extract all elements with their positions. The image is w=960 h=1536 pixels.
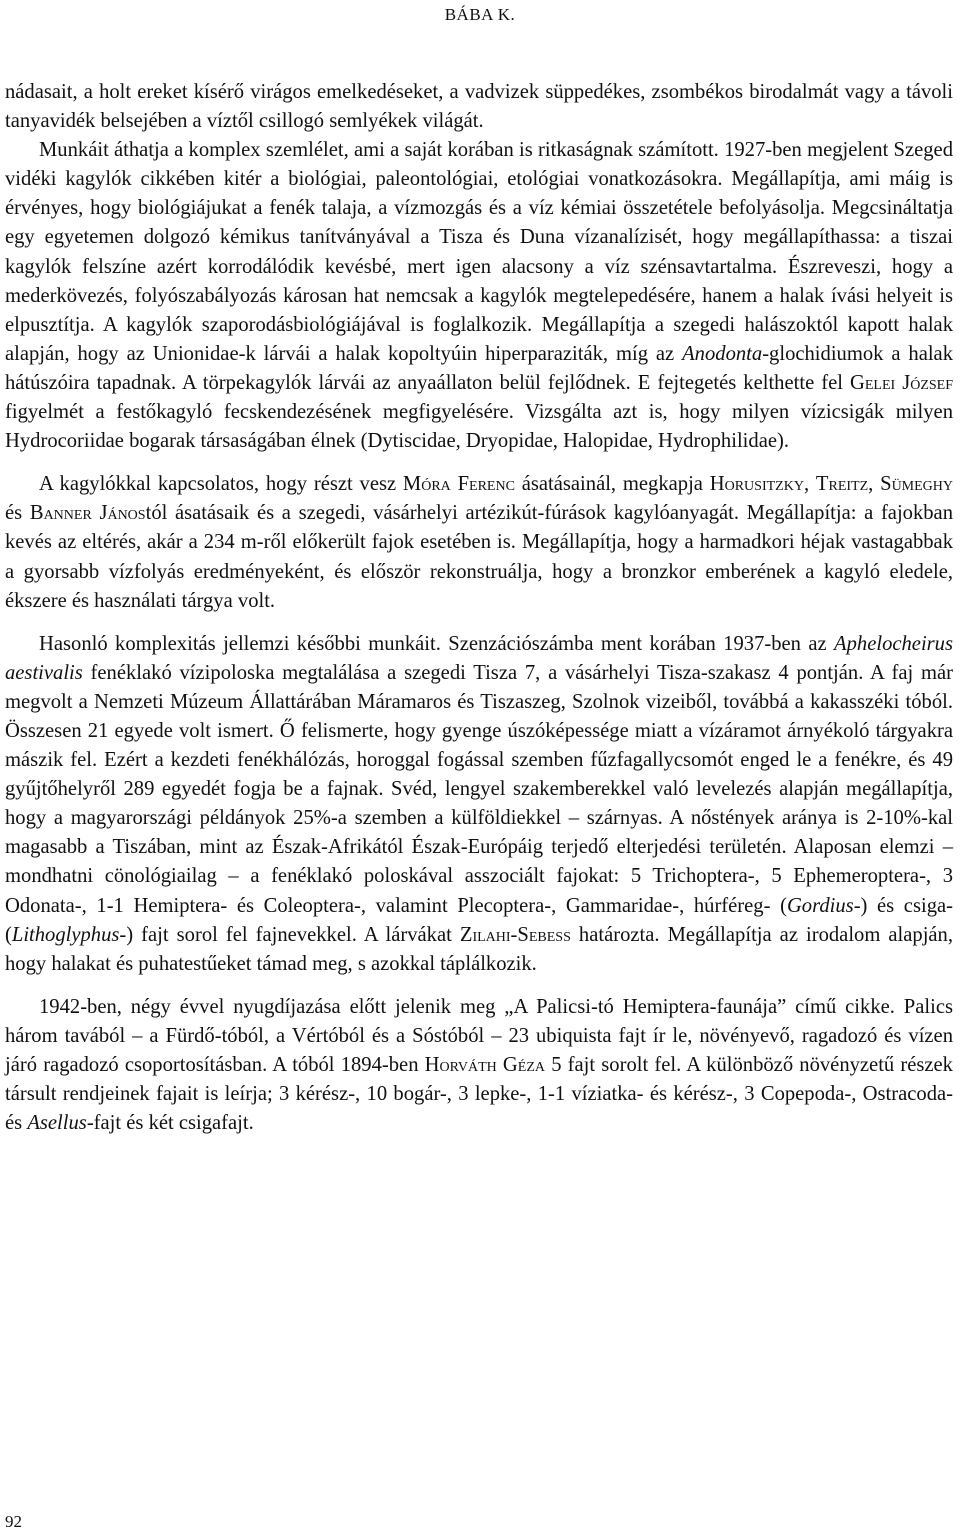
text-run: határozta. Megállapítja az irodalom alapján, hogy halakat és puhatestűeket támad meg, s azokkal táplálkozik. bbox=[5, 923, 953, 975]
person-name: Móra Ferenc bbox=[402, 473, 515, 496]
text-run: -) és csiga- ( bbox=[5, 894, 953, 946]
italic-term: Anodonta bbox=[682, 342, 763, 365]
text-run: figyelmét a festőkagyló fecskendezésének megfigyelésére. Vizsgálta azt is, hogy milyen vízicsigák milyen Hydrocoriidae bogarak társaságában élnek (Dytiscidae, Dryopidae, Halopidae, Hydrophilidae). bbox=[5, 401, 953, 453]
italic-term: Gordius bbox=[786, 894, 854, 917]
person-name: Banner János bbox=[29, 502, 146, 525]
text-run: 1942-ben, négy évvel nyugdíjazása előtt jelenik meg „A Palicsi-tó Hemiptera-faunája” című cikke. Palics három tavából – a Fürdő-tóból, a Vértóból és a Sóstóból – 23 ubiquista fajt ír le, növényevő, ragadozó és vízen járó ragadozó csoportosításban. A tóból 1894-ben bbox=[5, 995, 953, 1076]
text-run: -glochidiumok a halak hátúszóira tapadnak. A törpekagylók lárvái az anyaállaton belül fejlődnek. E fejtegetés kelthette fel bbox=[5, 342, 953, 394]
text-run: fenéklakó vízipoloska megtalálása a szegedi Tisza 7, a vásárhelyi Tisza-szakasz 4 pontján. A faj már megvolt a Nemzeti Múzeum Állattárában Máramaros és Tiszaszeg, Szolnok vizeiből, továbbá a kakasszéki tóból. Összesen 21 egyede volt ismert. Ő felismerte, hogy gyenge úszóképessége miatt a vízáramot árnyékoló tárgyakra mászik fel. Ezért a kezdeti fenékhálózás, horoggal fogással szemben fűzfagallycsomót enged le a fenékre, és 49 gyűjtőhelyről 289 egyedét fogja be a fajnak. Svéd, lengyel szakemberekkel való levelezés alapján megállapítja, hogy a magyarországi példányok 25%-a szemben a külföldiekkel – szárnyas. A nőstények aránya is 2-10%-kal magasabb a Tiszában, mint az Észak-Afrikától Észak-Európáig terjedő elterjedési területén. Alaposan elemzi – mondhatni cönológiailag – a fenéklakó poloskával asszociált fajokat: 5 Trichoptera-, 5 Ephemeroptera-, 3 Odonata-, 1-1 Hemiptera- és Coleoptera-, valamint Plecoptera-, Gammaridae-, húrféreg- ( bbox=[5, 661, 953, 917]
text-run: ásatásainál, megkapja bbox=[514, 473, 710, 496]
text-run: , bbox=[868, 473, 881, 496]
italic-term: Aphelocheirus aestivalis bbox=[5, 632, 953, 684]
person-name: Sümeghy bbox=[880, 473, 954, 496]
paragraph bbox=[5, 78, 953, 136]
italic-term: Lithoglyphus bbox=[11, 923, 120, 946]
person-name: Horváth Géza bbox=[424, 1054, 546, 1076]
running-title: BÁBA K. bbox=[444, 5, 516, 24]
text-run: és bbox=[5, 502, 30, 525]
body-text bbox=[5, 78, 953, 1138]
person-name: Treitz bbox=[815, 473, 869, 496]
text-run: nádasait, a holt ereket kísérő virágos emelkedéseket, a vadvizek süppedékes, zsombékos birodalmát vagy a távoli tanyavidék belsejében a víztől csillogó semlyékek világát. bbox=[5, 81, 953, 133]
text-run: , bbox=[803, 473, 816, 496]
text-run: -) fajt sorol fel fajnevekkel. A lárvákat bbox=[119, 923, 460, 946]
page-footer bbox=[5, 1512, 22, 1532]
person-name: Gelei József bbox=[849, 371, 954, 394]
person-name: Horusitzky bbox=[709, 473, 804, 496]
italic-term: Asellus bbox=[27, 1112, 87, 1135]
page-number: 92 bbox=[5, 1512, 22, 1531]
paragraph bbox=[5, 136, 953, 456]
paragraph bbox=[5, 630, 953, 979]
text-run: Munkáit áthatja a komplex szemlélet, ami a saját korában is ritkaságnak számított. 1927-ben megjelent Szeged vidéki kagylók cikkében kitér a biológiai, paleontológiai, etológiai vonatkozásokra. Megállapítja, ami máig is érvényes, hogy biológiájukat a fenék talaja, a vízmozgás és a víz kémiai összetétele befolyásolja. Megcsináltatja egy egyetemen dolgozó kémikus tanítványával a Tisza és Duna vízanalízisét, hogy megállapíthassa: a tiszai kagylók felszíne azért korrodálódik kevésbé, mert igen alacsony a víz szénsavtartalma. Észreveszi, hogy a mederkövezés, folyószabályozás károsan hat nemcsak a kagylók megtelepedésére, hanem a halak ívási helyeit is elpusztítja. A kagylók szaporodásbiológiájával is foglalkozik. Megállapítja a szegedi halászoktól kapott halak alapján, hogy az Unionidae-k lárvái a halak kopoltyúin hiperparaziták, míg az bbox=[5, 139, 953, 365]
text-run: 5 fajt sorolt fel. A különböző növényzetű részek társult rendjeinek fajait is leírja; 3 kérész-, 10 bogár-, 3 lepke-, 1-1 víziatka- és kérész-, 3 Copepoda-, Ostracoda- és bbox=[5, 1054, 953, 1135]
text-run: A kagylókkal kapcsolatos, hogy részt vesz bbox=[39, 473, 403, 496]
paragraph bbox=[5, 993, 953, 1138]
text-run: tól ásatásaik és a szegedi, vásárhelyi artézikút-fúrások kagylóanyagát. Megállapítja: a fajokban kevés az eltérés, akár a 234 m-ről előkerült fajok esetében is. Megállapítja, hogy a harmadkori héjak vastagabbak a gyorsabb vízfolyás eredményeként, és először rekonstruálja, hogy a bronzkor emberének a kagyló eledele, ékszere és használati tárgya volt. bbox=[5, 502, 953, 612]
paragraph bbox=[5, 470, 953, 615]
person-name: Zilahi-Sebess bbox=[459, 923, 571, 946]
text-run: -fajt és két csigafajt. bbox=[86, 1112, 254, 1135]
running-header bbox=[0, 5, 960, 25]
text-run: Hasonló komplexitás jellemzi későbbi munkáit. Szenzációszámba ment korában 1937-ben az bbox=[39, 632, 835, 655]
